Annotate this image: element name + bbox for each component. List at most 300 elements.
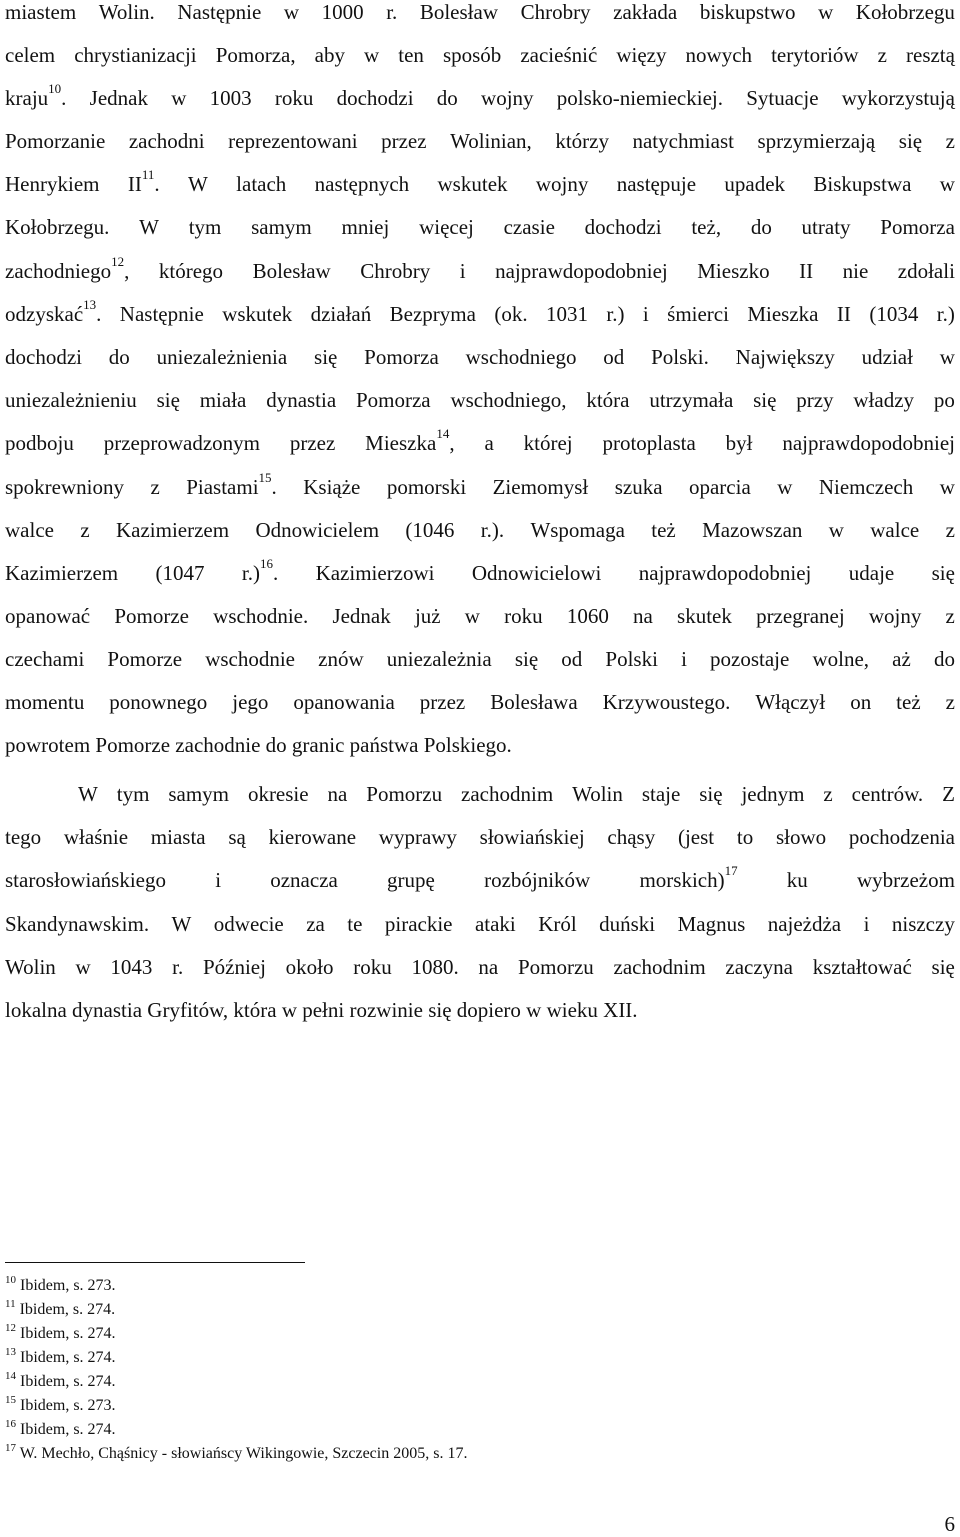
word: przez xyxy=(289,431,336,455)
word: chąsy xyxy=(607,825,656,849)
word: pomorski xyxy=(386,475,467,499)
footnote-text: Ibidem, s. 273. xyxy=(16,1277,116,1294)
word: zachodni xyxy=(128,129,205,153)
word: podboju xyxy=(5,431,74,455)
word: zachodnim xyxy=(461,782,554,806)
word: przez xyxy=(381,129,427,153)
word: Bolesław xyxy=(419,0,498,24)
word: utraty xyxy=(801,215,851,239)
word: (1047 xyxy=(155,561,205,585)
footnote-text: Ibidem, s. 274. xyxy=(15,1301,116,1318)
word-group xyxy=(315,172,409,196)
word: Polski xyxy=(605,647,658,671)
word-group xyxy=(932,561,955,585)
footnote xyxy=(5,1348,116,1368)
word: rozbójników xyxy=(484,868,591,892)
word: Wolin. xyxy=(98,0,155,24)
word: miała xyxy=(199,388,247,412)
text-line xyxy=(5,825,955,849)
word-group xyxy=(5,868,166,892)
word: chrystianizacji xyxy=(74,43,197,67)
footnote-reference: 12 xyxy=(111,254,125,269)
word-group xyxy=(236,172,286,196)
text-line xyxy=(5,388,955,412)
word-group xyxy=(475,912,516,936)
word-group xyxy=(677,604,732,628)
word: dochodzi xyxy=(584,215,662,239)
word: Mieszko xyxy=(697,259,770,283)
word: oparcia xyxy=(688,475,751,499)
word: Chrobry xyxy=(520,0,591,24)
word: 1060 xyxy=(566,604,609,628)
word-group xyxy=(322,0,364,24)
word-group xyxy=(171,86,186,110)
word: ten xyxy=(398,43,424,67)
word: kraju xyxy=(5,86,49,110)
word: 1031 xyxy=(546,302,588,326)
word: Pomorzanie xyxy=(5,129,106,153)
word: Pomorzu xyxy=(517,955,594,979)
word: Henrykiem xyxy=(5,172,100,196)
word: w xyxy=(283,0,300,24)
word: więcej xyxy=(419,215,474,239)
word: Wolinian, xyxy=(450,129,532,153)
word-group xyxy=(864,912,870,936)
word-group xyxy=(381,129,426,153)
word: mniej xyxy=(341,215,390,239)
word: w xyxy=(464,604,480,628)
word: po xyxy=(933,388,955,412)
word-group xyxy=(937,302,955,326)
word-group xyxy=(364,43,379,67)
word-group xyxy=(120,302,204,326)
word-group xyxy=(605,647,658,671)
footnote-text: Ibidem, s. 274. xyxy=(16,1373,116,1390)
word: terytoriów xyxy=(771,43,859,67)
word: z xyxy=(945,129,955,153)
word: odzyskać xyxy=(5,302,84,326)
word-group xyxy=(494,302,527,326)
word: Pomorza, xyxy=(215,43,296,67)
word-group xyxy=(215,868,221,892)
word: 1043 xyxy=(110,955,153,979)
footnote-number: 14 xyxy=(5,1370,16,1382)
word: i xyxy=(459,259,466,283)
word-group xyxy=(934,388,955,412)
word-group xyxy=(200,388,247,412)
word: Piastami xyxy=(186,475,259,499)
word: wykorzystują xyxy=(841,86,955,110)
word: spokrewniony xyxy=(5,475,124,499)
word: i xyxy=(642,302,649,326)
word-group xyxy=(450,388,566,412)
word: Kazimierzem xyxy=(5,561,119,585)
word: następuje xyxy=(616,172,697,196)
word: w xyxy=(939,172,955,196)
word-group xyxy=(484,868,590,892)
word-group xyxy=(150,475,159,499)
word-group xyxy=(899,129,922,153)
word: Następnie xyxy=(119,302,204,326)
word-group xyxy=(880,215,955,239)
word-group xyxy=(649,388,733,412)
word: tego xyxy=(5,825,42,849)
word: uniezależnieniu xyxy=(5,388,137,412)
word: władzy xyxy=(853,388,915,412)
word-group xyxy=(5,561,118,585)
word: Skandynawskim. xyxy=(5,912,150,936)
word-group xyxy=(306,912,325,936)
word: . xyxy=(272,561,279,585)
word: W xyxy=(78,782,98,806)
word: Kołobrzegu xyxy=(855,0,955,24)
word: opanować xyxy=(5,604,91,628)
word-group xyxy=(353,955,392,979)
word: wskutek xyxy=(222,302,293,326)
word-group xyxy=(315,43,345,67)
word: też xyxy=(896,690,921,714)
word-group xyxy=(303,475,360,499)
word: Sytuacje xyxy=(746,86,819,110)
word-group xyxy=(117,782,150,806)
word-group xyxy=(586,388,629,412)
word: r.) xyxy=(241,561,260,585)
word: której xyxy=(523,431,573,455)
word-group xyxy=(5,388,137,412)
word-group xyxy=(203,955,266,979)
text-line xyxy=(5,345,955,369)
word: , xyxy=(449,431,455,455)
word-group xyxy=(906,43,955,67)
word-group xyxy=(188,172,208,196)
word-group xyxy=(478,955,498,979)
word-group xyxy=(520,43,597,67)
word: Kołobrzegu. xyxy=(5,215,110,239)
word-group xyxy=(155,561,204,585)
word: ku xyxy=(786,868,808,892)
word: wschodniego xyxy=(465,345,577,369)
word: z xyxy=(945,690,955,714)
word-group xyxy=(398,43,424,67)
text-line xyxy=(5,647,955,671)
word: staje xyxy=(641,782,681,806)
word: się xyxy=(931,561,955,585)
word: to xyxy=(736,825,754,849)
word: Król xyxy=(538,912,577,936)
word-group xyxy=(356,388,431,412)
word: Odnowicielem xyxy=(255,518,380,542)
word: od xyxy=(603,345,625,369)
word-group xyxy=(420,690,465,714)
word-group xyxy=(857,868,955,892)
word: czasie xyxy=(503,215,555,239)
word-group xyxy=(940,475,955,499)
word-group xyxy=(521,0,591,24)
word: latach xyxy=(236,172,287,196)
word: ataki xyxy=(474,912,516,936)
word-group xyxy=(460,259,466,283)
word: w xyxy=(939,475,955,499)
word: . xyxy=(61,86,67,110)
word-group xyxy=(849,561,894,585)
text-line xyxy=(5,81,955,110)
text-line xyxy=(5,0,955,24)
word-group xyxy=(484,431,493,455)
word: utrzymała xyxy=(649,388,734,412)
word: , xyxy=(124,259,130,283)
word-group xyxy=(726,431,753,455)
word: opanowania xyxy=(293,690,395,714)
word: . xyxy=(154,172,160,196)
word-group xyxy=(387,868,435,892)
word: r.) xyxy=(936,302,955,326)
word: biskupstwo xyxy=(699,0,796,24)
word: on xyxy=(850,690,872,714)
word-group xyxy=(852,782,924,806)
footnote-separator xyxy=(5,1262,305,1263)
word: się xyxy=(753,388,777,412)
word: a xyxy=(484,431,494,455)
footnote-reference: 10 xyxy=(48,81,62,96)
word: udział xyxy=(861,345,913,369)
word: w xyxy=(171,86,187,110)
word-group xyxy=(104,431,260,455)
word: był xyxy=(725,431,753,455)
word: morskich) xyxy=(639,868,725,892)
word: uniezależnienia xyxy=(156,345,288,369)
word: . xyxy=(271,475,277,499)
word: starosłowiańskiego xyxy=(5,868,166,892)
word: wskutek xyxy=(437,172,508,196)
word-group xyxy=(896,690,920,714)
word: i xyxy=(681,647,687,671)
word: Magnus xyxy=(677,912,746,936)
word-group xyxy=(109,345,130,369)
word: r. xyxy=(386,0,398,24)
word-group xyxy=(585,215,662,239)
word-group xyxy=(216,43,296,67)
word: oznacza xyxy=(270,868,338,892)
footnote-number: 10 xyxy=(5,1274,16,1286)
word: przeprowadzonym xyxy=(103,431,260,455)
word: Największy xyxy=(735,345,835,369)
text-line xyxy=(5,43,955,67)
word: do xyxy=(750,215,772,239)
word-group xyxy=(5,825,41,849)
word: Krzywoustego. xyxy=(602,690,731,714)
word: i xyxy=(863,912,870,936)
word: pirackie xyxy=(384,912,453,936)
footnote-text: Ibidem, s. 274. xyxy=(16,1325,116,1342)
word-group xyxy=(878,43,887,67)
word-group xyxy=(129,129,205,153)
word: skutek xyxy=(677,604,732,628)
word-group xyxy=(697,259,769,283)
word: sposób xyxy=(442,43,502,67)
footnote xyxy=(5,1444,467,1464)
word: upadek xyxy=(724,172,786,196)
word-group xyxy=(347,912,362,936)
word-group xyxy=(813,172,911,196)
word-group xyxy=(116,518,229,542)
footnote-reference: 17 xyxy=(724,863,738,878)
word-group xyxy=(228,129,357,153)
footnote-number: 16 xyxy=(5,1418,16,1430)
word: II xyxy=(836,302,851,326)
word-group xyxy=(214,912,284,936)
word: w xyxy=(828,518,844,542)
word-group xyxy=(5,518,54,542)
word: Z xyxy=(942,782,955,806)
word: słowiańskiej xyxy=(479,825,585,849)
word: okresie xyxy=(247,782,309,806)
word-group xyxy=(157,345,288,369)
word-group xyxy=(411,955,458,979)
word-group xyxy=(5,690,84,714)
word: Później xyxy=(202,955,266,979)
word: następnych xyxy=(314,172,410,196)
word-group xyxy=(869,302,918,326)
word: wojny xyxy=(481,86,534,110)
text-run: lokalna dynastia Gryfitów, która w pełni rozwinie się dopiero w wieku XII. xyxy=(5,998,638,1022)
word-group xyxy=(255,518,379,542)
word-group xyxy=(892,912,955,936)
word-group xyxy=(80,518,89,542)
word: (jest xyxy=(677,825,715,849)
word-group xyxy=(189,215,222,239)
word-group xyxy=(316,561,435,585)
text-line xyxy=(5,129,955,153)
word: są xyxy=(228,825,246,849)
word: od xyxy=(561,647,583,671)
word-group xyxy=(387,647,492,671)
word: słowo xyxy=(775,825,827,849)
word-group xyxy=(572,782,623,806)
word: dochodzi xyxy=(5,345,82,369)
word-group xyxy=(843,259,869,283)
word: . xyxy=(96,302,102,326)
word-group xyxy=(172,912,192,936)
word-group xyxy=(606,302,624,326)
word-group xyxy=(90,86,148,110)
word: Pomorza xyxy=(364,345,439,369)
footnote xyxy=(5,1324,116,1344)
word: wojny xyxy=(535,172,589,196)
word-group xyxy=(849,825,955,849)
word-group xyxy=(777,475,792,499)
word-group xyxy=(940,172,955,196)
word: walce xyxy=(870,518,920,542)
word-group xyxy=(251,215,312,239)
word-group xyxy=(504,215,555,239)
word: najeżdża xyxy=(767,912,842,936)
word-group xyxy=(5,172,99,196)
word: zachodniego xyxy=(5,259,112,283)
word-group xyxy=(5,647,84,671)
word: najprawdopodobniej xyxy=(782,431,955,455)
word: grupę xyxy=(387,868,435,892)
word: reprezentowani xyxy=(228,129,358,153)
word-group xyxy=(481,518,504,542)
word: samym xyxy=(168,782,230,806)
word: roku xyxy=(274,86,314,110)
word: czechami xyxy=(5,647,85,671)
word-group xyxy=(689,475,751,499)
word: Pomorza xyxy=(880,215,955,239)
word: Pomorza xyxy=(355,388,431,412)
word-group xyxy=(555,129,609,153)
footnote-reference: 14 xyxy=(436,426,450,441)
word: protoplasta xyxy=(602,431,696,455)
word-group xyxy=(946,129,955,153)
word: Włączył xyxy=(755,690,826,714)
word: Mieszka xyxy=(747,302,819,326)
word: zakłada xyxy=(613,0,678,24)
word: roku xyxy=(353,955,392,979)
word-group xyxy=(746,86,818,110)
word-group xyxy=(756,604,845,628)
word: W xyxy=(187,172,208,196)
word-group xyxy=(364,345,439,369)
word-group xyxy=(481,86,534,110)
word: Odnowicielowi xyxy=(471,561,602,585)
word-group xyxy=(642,782,680,806)
word: niszczy xyxy=(891,912,955,936)
word: sprzymierzają xyxy=(757,129,876,153)
word: śmierci xyxy=(667,302,729,326)
word-group xyxy=(518,955,594,979)
word-group xyxy=(390,302,476,326)
word: się xyxy=(699,782,723,806)
word-group xyxy=(633,604,653,628)
word: (1046 xyxy=(405,518,455,542)
footnote-reference: 11 xyxy=(141,167,155,182)
word: polsko-niemieckiej. xyxy=(556,86,723,110)
footnote-reference: 16 xyxy=(259,556,273,571)
text-line xyxy=(5,912,955,936)
word-group xyxy=(248,782,309,806)
word-group xyxy=(78,782,98,806)
document-page xyxy=(5,0,955,1537)
word-group xyxy=(812,647,869,671)
word-group xyxy=(472,561,601,585)
word-group xyxy=(678,912,746,936)
word-group xyxy=(942,782,955,806)
word-group xyxy=(757,129,875,153)
word: około xyxy=(285,955,334,979)
word-group xyxy=(157,388,180,412)
word: II xyxy=(127,172,142,196)
word: zaczyna xyxy=(725,955,793,979)
word: którego xyxy=(158,259,224,283)
word-group xyxy=(386,0,397,24)
word-group xyxy=(771,43,858,67)
word: wschodnie. xyxy=(213,604,309,628)
word: dynastia xyxy=(266,388,337,412)
word: natychmiast xyxy=(632,129,734,153)
word-group xyxy=(5,604,90,628)
word-group xyxy=(379,825,457,849)
word: r.) xyxy=(606,302,625,326)
word: wyprawy xyxy=(378,825,457,849)
word-group xyxy=(504,604,543,628)
word: przy xyxy=(796,388,834,412)
word-group xyxy=(787,868,808,892)
text-line xyxy=(5,215,955,239)
word: najprawdopodobniej xyxy=(638,561,812,585)
word-group xyxy=(892,647,911,671)
word-group xyxy=(617,172,696,196)
